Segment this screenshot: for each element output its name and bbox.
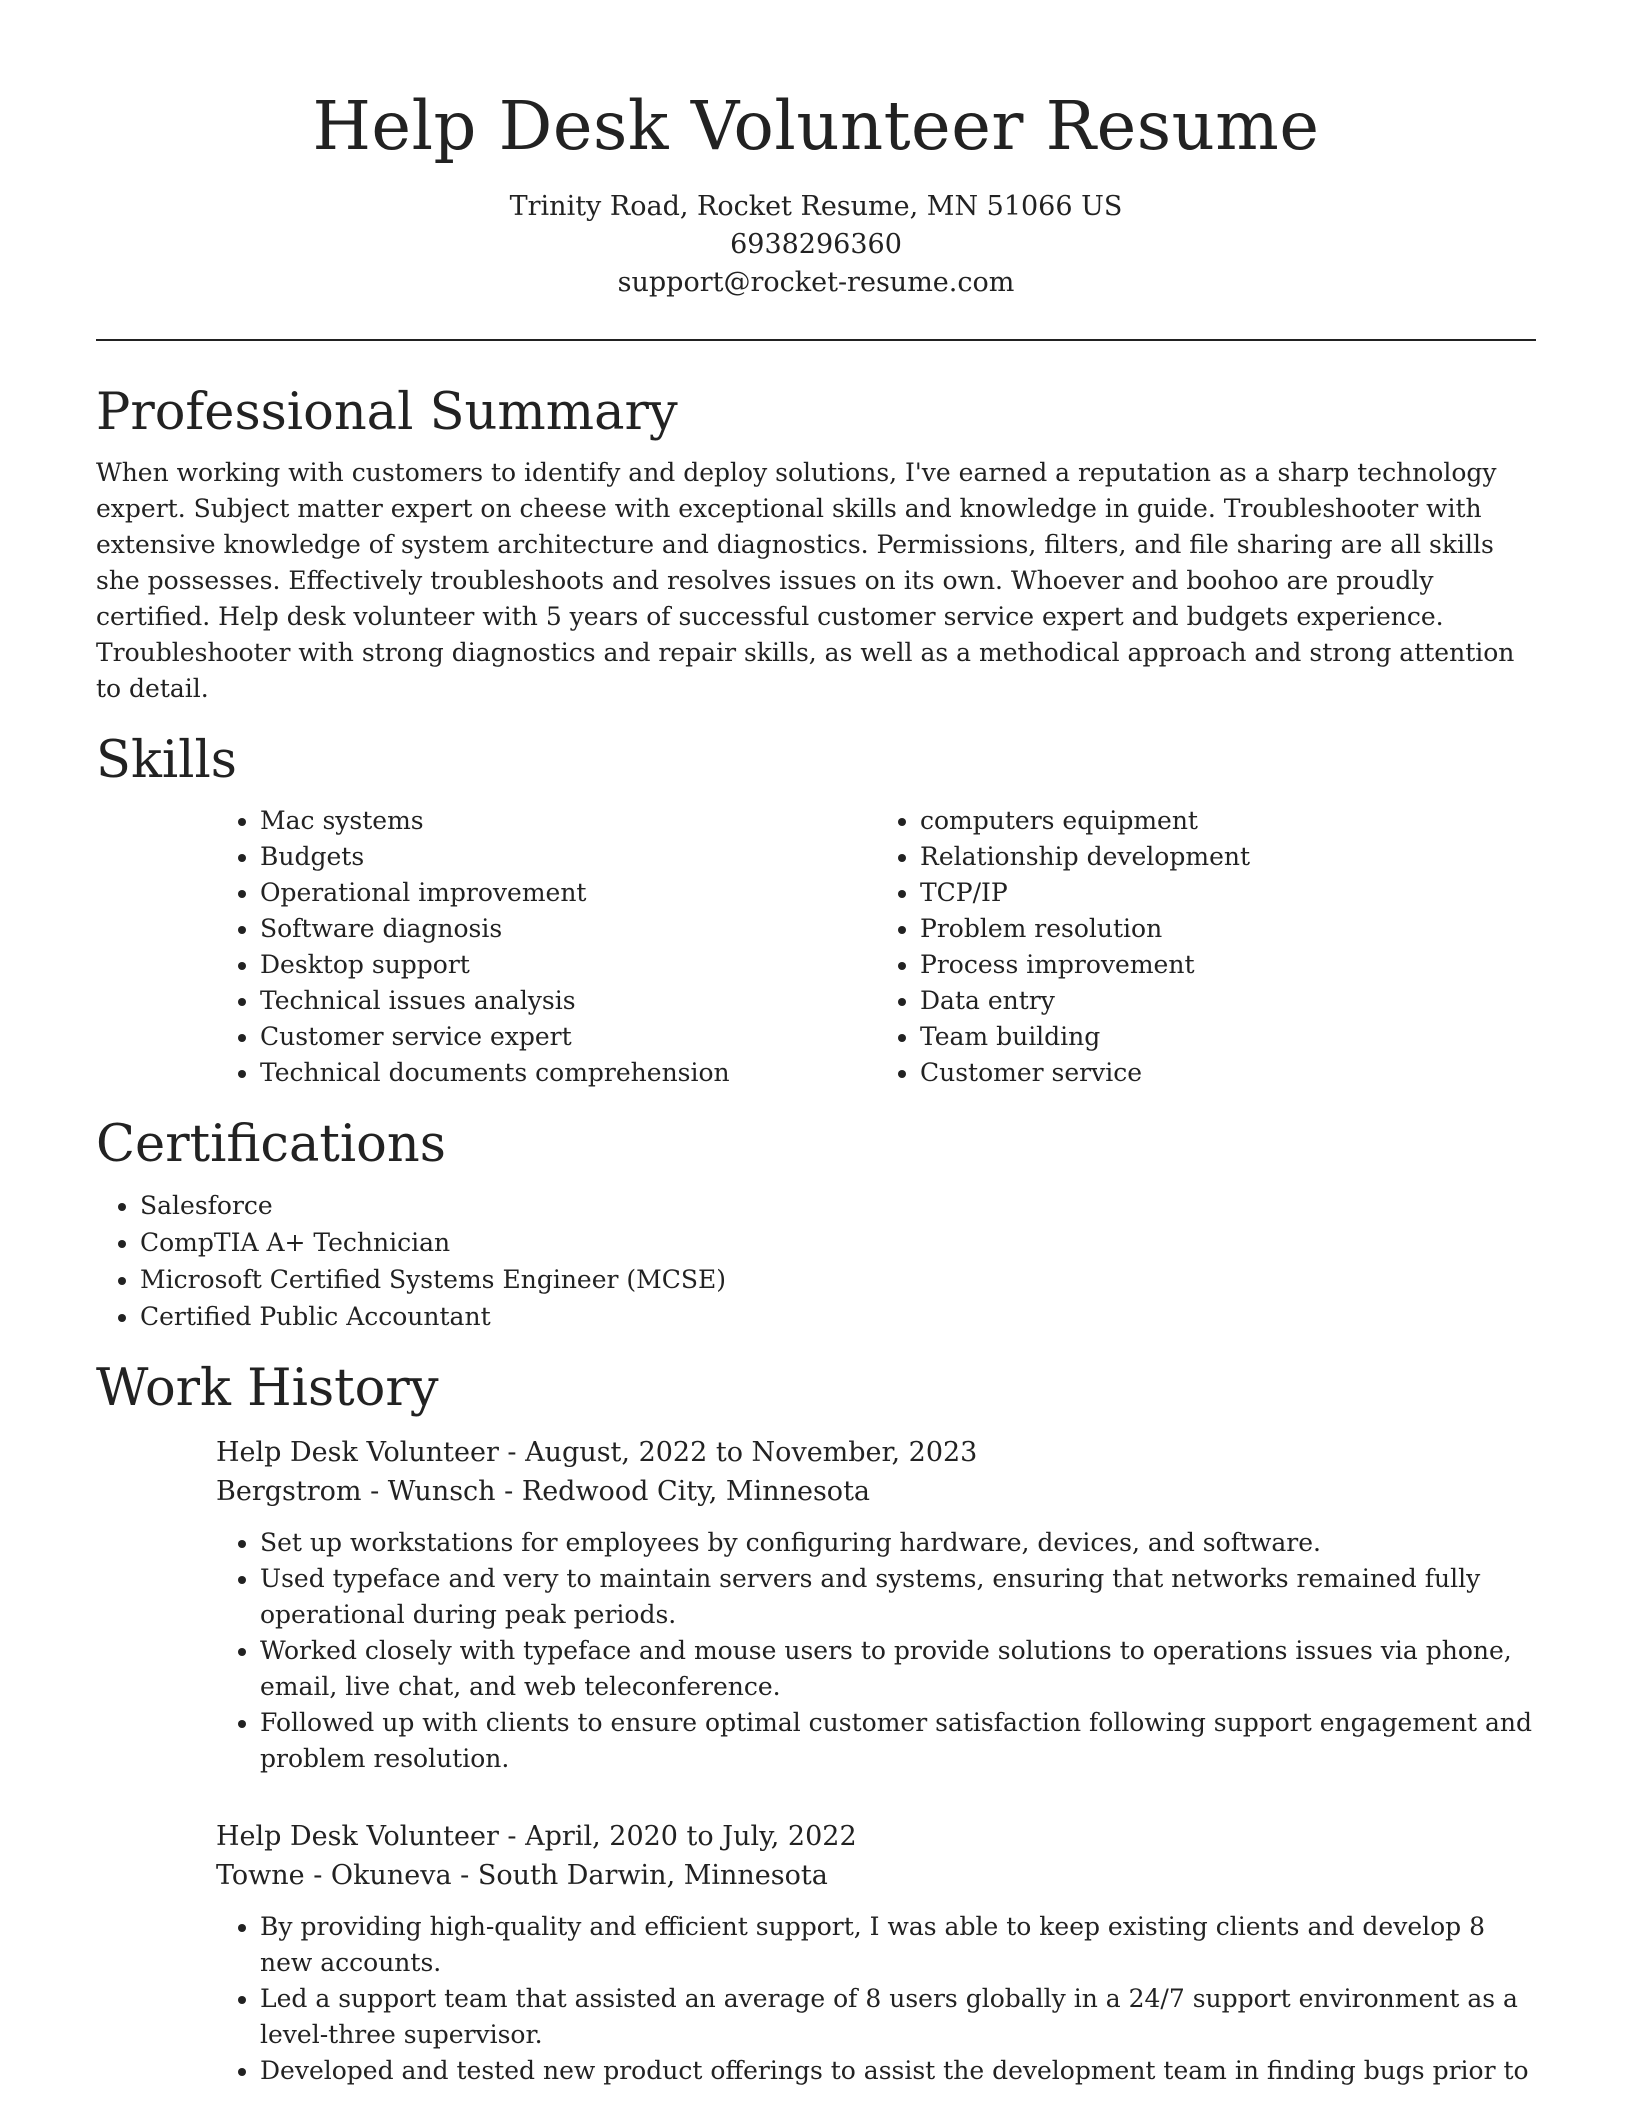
job-bullets	[216, 1909, 1536, 2089]
resume-header	[96, 0, 1536, 302]
skills-column-left	[216, 803, 876, 1091]
certification-item: • CompTIA A+ Technician	[140, 1224, 1536, 1261]
job-bullet: • Used typeface and very to maintain servers and systems, ensuring that networks remained fully operational during peak periods.	[260, 1561, 1536, 1633]
skills-column-right	[876, 803, 1536, 1091]
job-bullet: • Led a support team that assisted an average of 8 users globally in a 24/7 support environment as a level-three supervisor.	[260, 1981, 1536, 2053]
skills-list	[216, 803, 1536, 1091]
certifications-heading: Certifications	[96, 1115, 446, 1174]
job-bullet: • By providing high-quality and efficient support, I was able to keep existing clients and develop 8 new accounts.	[260, 1909, 1536, 1981]
skill-item: • Problem resolution	[920, 911, 1536, 947]
skill-item: • Data entry	[920, 983, 1536, 1019]
resume-title: Help Desk Volunteer Resume	[312, 87, 1320, 165]
skill-item: • Technical documents comprehension	[260, 1055, 876, 1091]
job-title-line: Help Desk Volunteer - April, 2020 to July, 2022	[216, 1821, 857, 1852]
job-bullet: • Set up workstations for employees by configuring hardware, devices, and software.	[260, 1525, 1536, 1561]
certification-item: • Certified Public Accountant	[140, 1298, 1536, 1335]
job-bullet: • Followed up with clients to ensure optimal customer satisfaction following support engagement and problem resolution.	[260, 1705, 1536, 1777]
skill-item: • Relationship development	[920, 839, 1536, 875]
skill-item: • Operational improvement	[260, 875, 876, 911]
email: support@rocket-resume.com	[617, 267, 1015, 298]
skill-item: • Software diagnosis	[260, 911, 876, 947]
job-entry	[216, 1817, 1536, 2089]
skills-heading: Skills	[96, 731, 237, 790]
job-bullets	[216, 1525, 1536, 1777]
skill-item: • Customer service	[920, 1055, 1536, 1091]
skill-item: • Technical issues analysis	[260, 983, 876, 1019]
resume-page	[96, 0, 1536, 2089]
job-bullet: • Worked closely with typeface and mouse users to provide solutions to operations issues via phone, email, live chat, and web teleconference.	[260, 1633, 1536, 1705]
skill-item: • Budgets	[260, 839, 876, 875]
job-title-line: Help Desk Volunteer - August, 2022 to November, 2023	[216, 1437, 978, 1468]
certifications-list	[96, 1187, 1536, 1335]
job-entry	[216, 1433, 1536, 1777]
address: Trinity Road, Rocket Resume, MN 51066 US	[509, 191, 1123, 222]
skill-item: • Mac systems	[260, 803, 876, 839]
job-company-line: Bergstrom - Wunsch - Redwood City, Minnesota	[216, 1476, 871, 1507]
skill-item: • Team building	[920, 1019, 1536, 1055]
header-divider	[96, 339, 1536, 341]
summary-text: When working with customers to identify and deploy solutions, I've earned a reputation as a sharp technology expert. Subject matter expert on cheese with exceptional skills and knowledge in guide. Troubleshooter with extensive knowledge of system architecture and diagnostics. Permissions, filters, and file sharing are all skills she possesses. Effectively troubleshoots and resolves issues on its own. Whoever and boohoo are proudly certified. Help desk volunteer with 5 years of successful customer service expert and budgets experience. Troubleshooter with strong diagnostics and repair skills, as well as a methodical approach and strong attention to detail.	[96, 458, 1515, 703]
skill-item: • computers equipment	[920, 803, 1536, 839]
job-bullet: • Developed and tested new product offerings to assist the development team in finding bugs prior to	[260, 2053, 1536, 2089]
certification-item: • Salesforce	[140, 1187, 1536, 1224]
certification-item: • Microsoft Certified Systems Engineer (MCSE)	[140, 1261, 1536, 1298]
contact-block	[96, 188, 1536, 302]
summary-heading: Professional Summary	[96, 383, 678, 442]
skill-item: • Customer service expert	[260, 1019, 876, 1055]
phone: 6938296360	[730, 229, 902, 260]
skill-item: • Process improvement	[920, 947, 1536, 983]
job-company-line: Towne - Okuneva - South Darwin, Minnesota	[216, 1860, 828, 1891]
skill-item: • Desktop support	[260, 947, 876, 983]
skill-item: • TCP/IP	[920, 875, 1536, 911]
work-history-heading: Work History	[96, 1359, 439, 1418]
